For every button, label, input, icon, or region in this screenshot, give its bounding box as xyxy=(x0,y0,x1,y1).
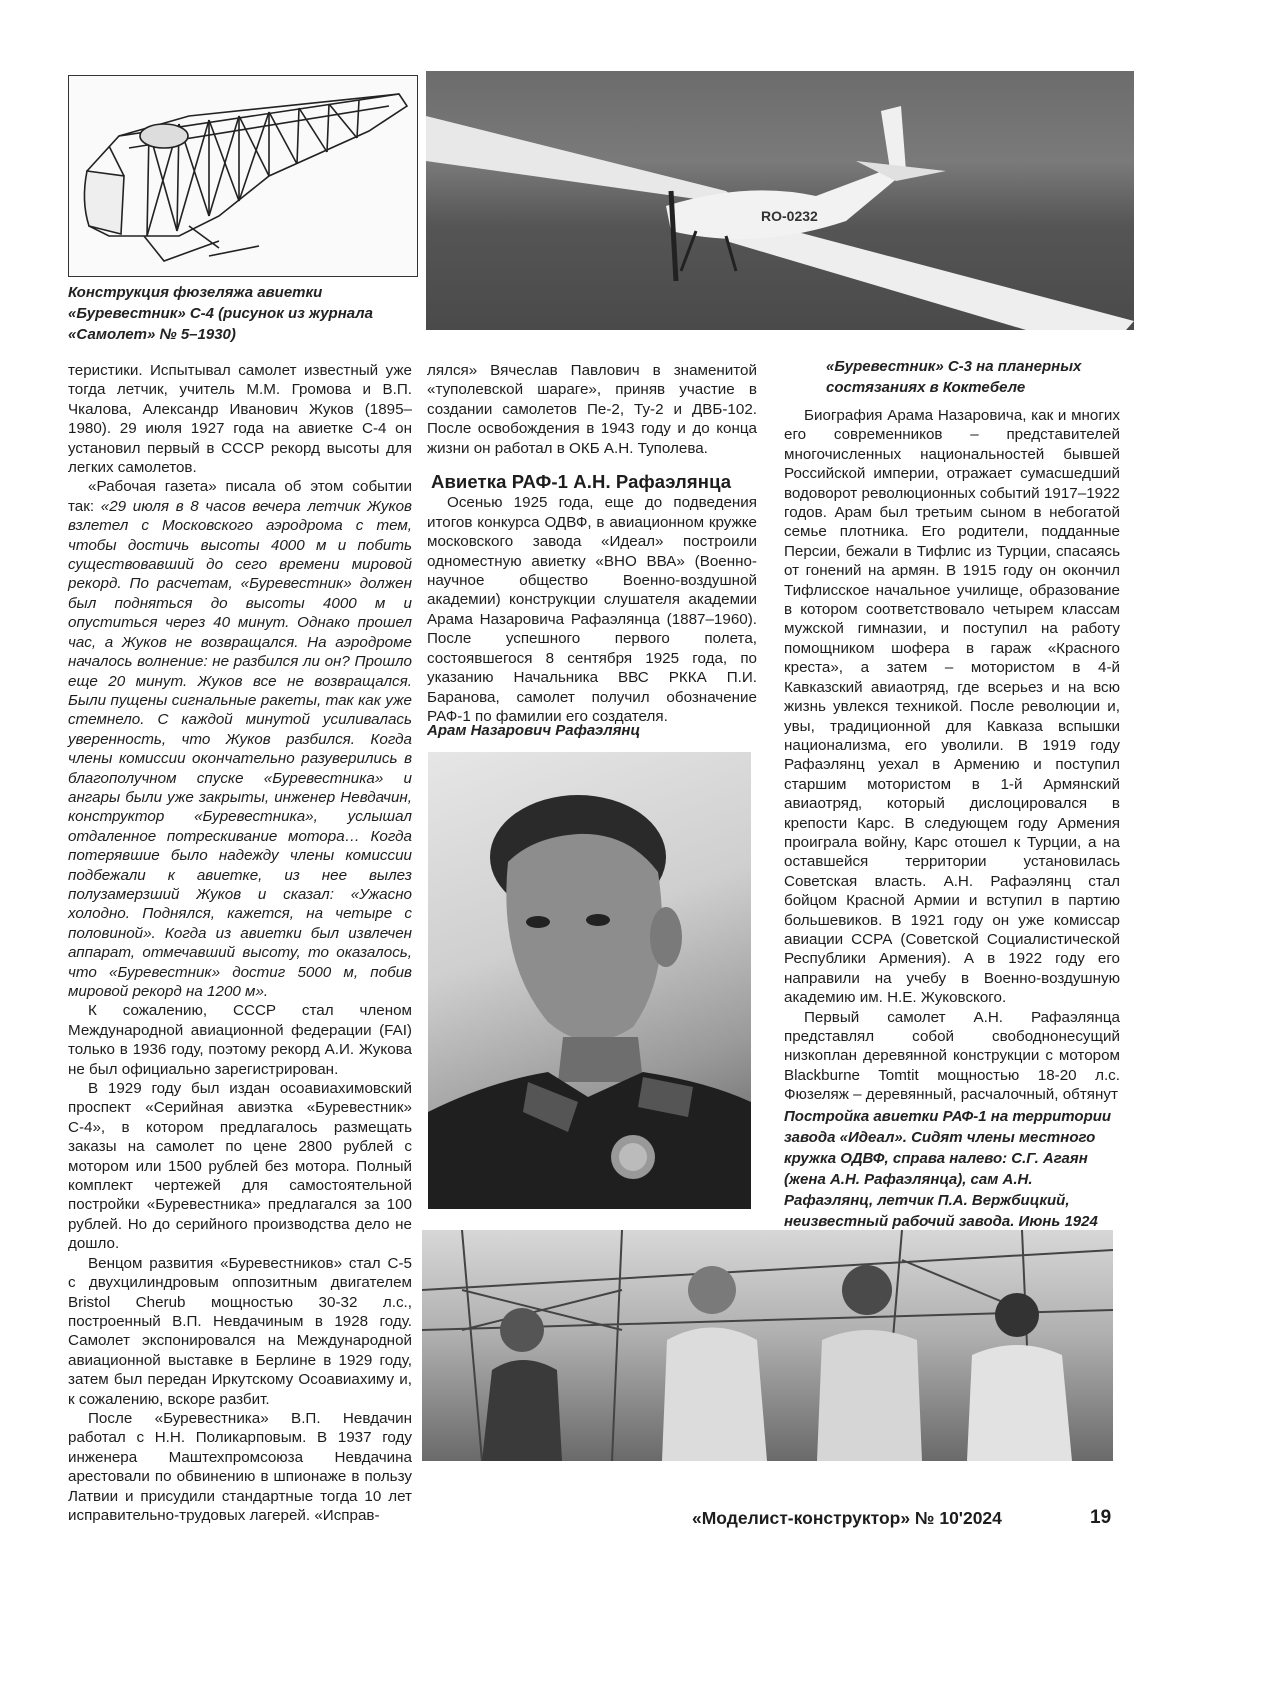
portrait-caption: Арам Назарович Рафаэлянц xyxy=(427,722,641,739)
plane-photo xyxy=(426,71,1134,330)
col3-paragraph-1: Биография Арама Назаровича, как и многих его современников – представителей многочисленных национальностей бывшей Российской империи, отражает сумасшедший водоворот революционных событий 1917–1922 годов. Арам был третьим сыном в небогатой семье плотника. Его родители, подданные Персии, бежали в Тифлис из Турции, спасаясь от гонений на армян. В 1915 году он окончил Тифлисское начальное училище, образование в котором соответствовало четырем классам мужской гимназии, и поступил на работу помощником шофера в гараж «Красного креста», а затем – мотористом в 4-й Кавказский авиаотряд, где всерьез и на всю жизнь увлекся техникой. После революции и, увы, традиционной для Кавказа вспышки национализма, его уволили. В 1919 году Рафаэлянц уехал в Армению и поступил старшим мотористом в 1-й Армянский авиаотряд, который дислоцировался в крепости Карс. В следующем году Армения проиграла войну, Карс отошел к Турции, а на оставшейся территории установилась Советская власть. А.Н. Рафаэлянц стал бойцом Красной Армии и вступил в партию большевиков. В 1921 году он уже комиссар авиации ССРА (Советской Социалистической Республики Армения). А в 1922 году его направили на учебу в Военно-воздушную академию им. Н.Е. Жуковского. xyxy=(784,407,1120,1007)
col3-paragraph-2: Первый самолет А.Н. Рафаэлянца представлял собой свободнонесущий низкоплан деревянной конструкции с мотором Blackburne Tomtit мощностью 18-20 л.с. Фюзеляж – деревянный, расчалочный, обтянут xyxy=(784,1008,1120,1104)
footer-journal-title: «Моделист-конструктор» № 10'2024 xyxy=(692,1508,1002,1528)
col1-quote-lead: «Рабочая газета» писала об этом событии так: xyxy=(68,478,412,515)
group-photo-caption: Постройка авиетки РАФ-1 на территории завода «Идеал». Сидят члены местного кружка ОДВФ, справа налево: С.Г. Агаян (жена А.Н. Рафаэлянца), сам А.Н. Рафаэлянц, летчик П.А. Вержбицкий, неизвестный рабочий завода. Июнь 1924 xyxy=(784,1108,1112,1230)
column-2 xyxy=(427,361,757,726)
col1-paragraph-6: После «Буревестника» В.П. Невдачин работал с Н.Н. Поликарповым. В 1937 году инженера Маштехпромсоюза Невдачина арестовали по обвинению в шпионаже в пользу Латвии и присудили стандартные тогда 10 лет исправительно-трудовых лагерей. «Исправ- xyxy=(68,1409,412,1524)
section-heading: Авиетка РАФ-1 А.Н. Рафаэлянца xyxy=(431,471,732,493)
col2-paragraph-2: Осенью 1925 года, еще до подведения итогов конкурса ОДВФ, в авиационном кружке московского завода «Идеал» построили одноместную авиетку «ВНО ВВА» (Военно-научное общество Военно-воздушной академии) конструкции слушателя академии Арама Назаровича Рафаэлянца (1887–1960). После успешного первого полета, состоявшегося 8 сентября 1925 года, по указанию Начальника ВВС РККА П.И. Баранова, самолет получил обозначение РАФ-1 по фамилии его создателя. xyxy=(427,494,757,725)
col1-paragraph-2 xyxy=(68,477,412,1001)
plane-photo-caption: «Буревестник» С-3 на планерных состязаниях в Коктебеле xyxy=(826,358,1082,396)
page-number: 19 xyxy=(1090,1507,1112,1528)
plane-registration: RO-0232 xyxy=(761,208,818,224)
col1-paragraph-1: теристики. Испытывал самолет известный уже тогда летчик, учитель М.М. Громова и В.П. Чкалова, Александр Иванович Жуков (1895–1980). 29 июля 1927 года на авиетке С-4 он установил первый в СССР рекорд высоты для легких самолетов. xyxy=(68,362,412,477)
column-3 xyxy=(784,406,1120,1105)
col1-quote: «29 июля в 8 часов вечера летчик Жуков взлетел с Московского аэродрома с тем, чтобы достичь высоты 4000 м и побить существовавший до сего времени мировой рекорд. По расчетам, «Буревестник» должен был подняться до высоты 4000 м и опуститься через 40 минут. Однако прошел час, а Жуков не возвращался. На аэродроме началось волнение: не разбился ли он? Прошло еще 20 минут. Жуков все не возвращался. Были пущены сигнальные ракеты, так как уже стемнело. С каждой минутой усиливалась уверенность, что Жуков разбился. Когда члены комиссии окончательно разуверились в благополучном спуске «Буревестника» и ангары были уже закрыты, инженер Невдачин, конструктор «Буревестника», услышал отдаленное потрескивание мотора… Когда потерявшие было надежду члены комиссии подбежали к авиетке, из нее вылез полузамерзший Жуков и сказал: «Ужасно холодно. Поднялся, кажется, на четыре с половиной». Когда из авиетки был извлечен аппарат, отмечавший высоту, то оказалось, что «Буревестник» достиг 5000 м, побив мировой рекорд на 1200 м». xyxy=(68,497,412,1000)
group-photo xyxy=(422,1230,1113,1461)
col2-paragraph-1: лялся» Вячеслав Павлович в знаменитой «туполевской шараге», приняв участие в создании самолетов Пе-2, Ту-2 и ДВБ-102. После освобождения в 1943 году и до конца жизни он работал в ОКБ А.Н. Туполева. xyxy=(427,362,757,457)
fuselage-drawing-caption: Конструкция фюзеляжа авиетки «Буревестник» С-4 (рисунок из журнала «Самолет» № 5–1930) xyxy=(68,284,373,343)
plane-photo-image xyxy=(426,71,1134,330)
portrait-image xyxy=(428,752,751,1209)
portrait-photo xyxy=(428,752,751,1209)
col1-paragraph-3: К сожалению, СССР стал членом Международной авиационной федерации (FAI) только в 1936 году, поэтому рекорд А.И. Жукова не был официально зарегистрирован. xyxy=(68,1002,412,1078)
fuselage-drawing-figure xyxy=(68,75,418,277)
col1-paragraph-4: В 1929 году был издан осоавиахимовский проспект «Серийная авиэтка «Буревестник» С-4», в котором предлагалось размещать заказы на самолет по цене 2800 рублей с мотором или 1500 рублей без мотора. Полный комплект чертежей для самостоятельной постройки «Буревестника» предлагался за 100 рублей. Но до серийного производства дело не дошло. xyxy=(68,1080,412,1253)
col1-paragraph-5: Венцом развития «Буревестников» стал С-5 с двухцилиндровым оппозитным двигателем Bristol Cherub мощностью 30-32 л.с., построенный В.П. Невдачиным в 1928 году. Самолет экспонировался на Международной авиационной выставке в Берлине в 1929 году, затем был передан Иркутскому Осоавиахиму и, к сожалению, вскоре разбит. xyxy=(68,1254,412,1408)
group-photo-image xyxy=(422,1230,1113,1461)
column-1 xyxy=(68,361,412,1525)
fuselage-drawing xyxy=(69,76,417,276)
